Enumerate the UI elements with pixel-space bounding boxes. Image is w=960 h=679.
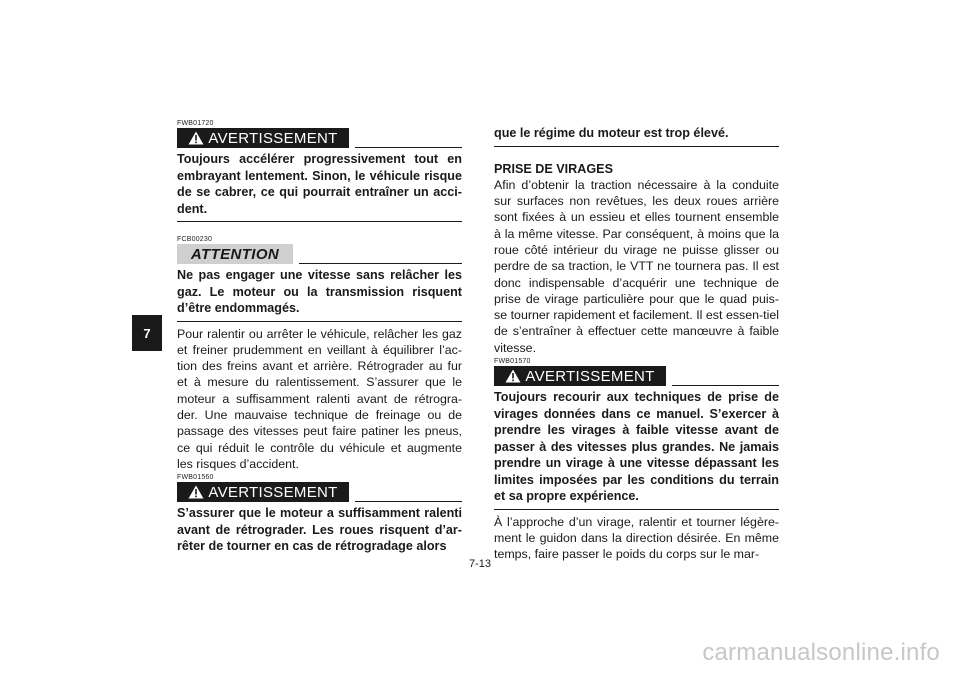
warning-label: AVERTISSEMENT	[208, 483, 338, 501]
warning-text: Toujours recourir aux techniques de prise de virages données dans ce manuel. S’exercer à prendre les virages à faible vitesse avant de passer à des vitesses plus grandes. Ne jamais prendre un virage à une vitesse dépassant les limites imposées par les conditions du terrain et sa propre expérience.	[494, 389, 779, 510]
braking-paragraph: Pour ralentir ou arrêter le véhicule, relâcher les gaz et freiner prudemment en veillant à équilibrer l’ac-tion des freins avant et arrière. Rétrograder au fur et à mesure du ralentissement. S’assurer que le moteur a suffisamment ralenti avant de rétrogra-der. Une mauvaise technique de freinage ou de passage des vitesses peut faire patiner les pneus, ce qui réduit le contrôle du véhicule et augmente les risques d’accident.	[177, 326, 462, 471]
header-rule	[355, 501, 462, 502]
warning-block-1	[177, 120, 462, 222]
warning-header	[177, 128, 462, 148]
warning-triangle-icon	[188, 131, 204, 145]
attention-label: ATTENTION	[177, 244, 293, 264]
attention-block	[177, 236, 462, 322]
warning-label-box	[177, 482, 349, 502]
warning-label: AVERTISSEMENT	[208, 129, 338, 147]
attention-code: FCB00230	[177, 236, 213, 243]
warning-code: FWB01570	[494, 358, 531, 366]
header-rule	[299, 263, 462, 264]
warning-header	[177, 482, 462, 502]
left-column	[177, 120, 462, 559]
warning-header	[494, 366, 779, 386]
warning-label-box	[494, 366, 666, 386]
warning-triangle-icon	[505, 369, 521, 383]
warning-code: FWB01560	[177, 474, 214, 482]
attention-text: Ne pas engager une vitesse sans relâcher les gaz. Le moteur ou la transmission risquent d’être endommagés.	[177, 267, 462, 322]
section-title: PRISE DE VIRAGES	[494, 161, 613, 176]
warning-label: AVERTISSEMENT	[525, 367, 655, 385]
header-rule	[355, 147, 462, 148]
page-number: 7-13	[468, 558, 492, 570]
cornering-section	[494, 161, 779, 357]
watermark: carmanualsonline.info	[702, 639, 940, 666]
right-column	[494, 125, 779, 562]
header-rule	[672, 385, 779, 386]
warning-text: S’assurer que le moteur a suffisamment ralenti avant de rétrograder. Les roues risquent d’ar-rêter de tourner en cas de rétrogradage alors	[177, 506, 462, 554]
warning-text: Toujours accélérer progressivement tout en embrayant lentement. Sinon, le véhicule risque de se cabrer, ce qui pourrait entraîner un acci-dent.	[177, 151, 462, 222]
approach-paragraph: À l’approche d’un virage, ralentir et tourner légère-ment le guidon dans la direction désirée. En même temps, faire passer le poids du corps sur le mar-	[494, 514, 779, 562]
warning-block-2	[177, 474, 462, 559]
warning-triangle-icon	[188, 485, 204, 499]
warning-code: FWB01720	[177, 120, 214, 127]
section-body: Afin d’obtenir la traction nécessaire à la conduite sur surfaces non revêtues, les deux roues arrière sont fixées à un essieu et elles tournent ensemble à la même vitesse. Par conséquent, à moins que la roue côté intérieur du virage ne puisse glisser ou perdre de sa traction, le VTT ne tournera pas. Il est donc indispensable d’acquérir une technique de prise de virage particulière pour que le quad puis-se tourner rapidement et facilement. Il est essen-tiel de s’entraîner à effectuer cette manœuvre à faible vitesse.	[494, 177, 779, 355]
chapter-tab: 7	[132, 315, 162, 351]
attention-header	[177, 244, 462, 264]
warning-block-3	[494, 358, 779, 510]
warning-label-box	[177, 128, 349, 148]
warning-continuation: que le régime du moteur est trop élevé.	[494, 125, 779, 147]
